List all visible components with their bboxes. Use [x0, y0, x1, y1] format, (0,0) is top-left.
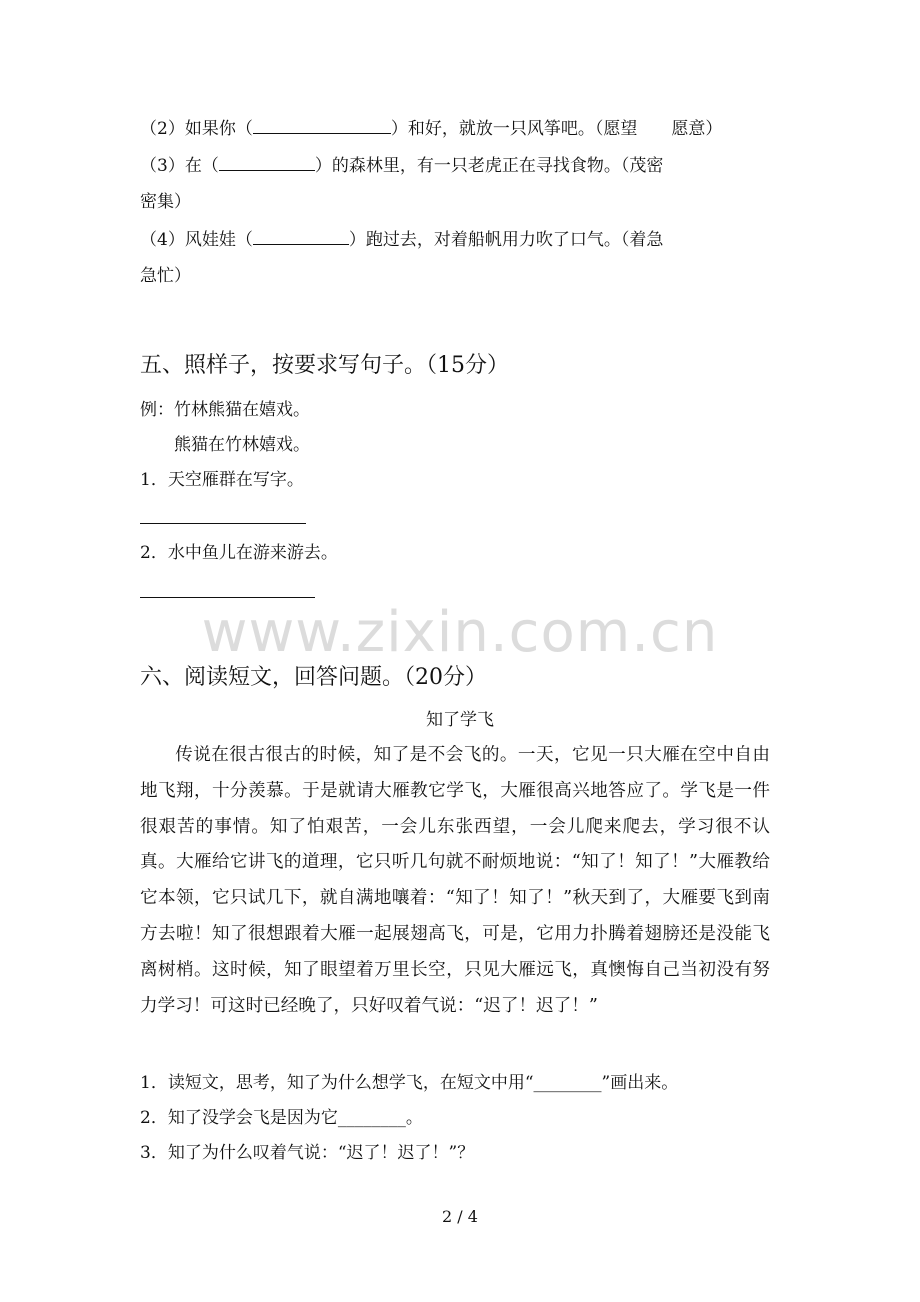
- page-number: 2 / 4: [442, 1207, 478, 1226]
- answer-blank[interactable]: [253, 228, 349, 245]
- section-6-question-1: 1．读短文，思考，知了为什么想学飞，在短文中用“________”画出来。: [140, 1073, 679, 1093]
- q3-suffix: ）的森林里，有一只老虎正在寻找食物。（茂密: [314, 156, 664, 176]
- section-6-heading: 六、阅读短文，回答问题。（20分）: [140, 665, 487, 690]
- q4-suffix: ）跑过去，对着船帆用力吹了口气。（着急: [348, 230, 664, 250]
- passage-text: 传说在很古很古的时候，知了是不会飞的。一天，它见一只大雁在空中自由地飞翔，十分羡慕。于是就请大雁教它学飞，大雁很高兴地答应了。学飞是一件很艰苦的事情。知了怕艰苦，一会儿东张西望，一会儿爬来爬去，学习很不认真。大雁给它讲飞的道理，它只听几句就不耐烦地说：“知了！知了！”大雁教给它本领，它只试几下，就自满地嚷着：“知了！知了！”秋天到了，大雁要飞到南方去啦！知了很想跟着大雁一起展翅高飞，可是，它用力扑腾着翅膀还是没能飞离树梢。这时候，知了眼望着万里长空，只见大雁远飞，真懊悔自己当初没有努力学习！可这时已经晚了，只好叹着气说：“迟了！迟了！”: [140, 745, 770, 1016]
- watermark: www.zixin.com.cn: [201, 600, 719, 665]
- q2-prefix: （2）如果你（: [140, 119, 253, 139]
- question-item-2: [140, 117, 722, 141]
- section-5-question-1: 1．天空雁群在写字。: [140, 470, 304, 490]
- section-5-question-2: 2．水中鱼儿在游来游去。: [140, 543, 338, 563]
- question-item-4-wrap: 急忙）: [140, 266, 191, 286]
- answer-line[interactable]: [140, 523, 306, 524]
- question-item-4: [140, 228, 663, 252]
- answer-line[interactable]: [140, 597, 315, 598]
- example-label: 例：竹林熊猫在嬉戏。: [140, 400, 310, 420]
- q2-suffix: ）和好，就放一只风筝吧。（愿望 愿意）: [390, 119, 723, 139]
- passage-title: 知了学飞: [426, 710, 494, 730]
- section-6-question-2: 2．知了没学会飞是因为它________。: [140, 1108, 423, 1128]
- answer-blank[interactable]: [219, 154, 315, 171]
- question-item-3-wrap: 密集）: [140, 192, 191, 212]
- section-6-question-3: 3．知了为什么叹着气说：“迟了！迟了！”？: [140, 1143, 475, 1163]
- q3-prefix: （3）在（: [140, 156, 219, 176]
- question-item-3: [140, 154, 663, 178]
- answer-blank[interactable]: [253, 117, 391, 134]
- q4-prefix: （4）风娃娃（: [140, 230, 253, 250]
- section-5-heading: 五、照样子，按要求写句子。（15分）: [140, 353, 509, 378]
- example-answer: 熊猫在竹林嬉戏。: [174, 435, 310, 455]
